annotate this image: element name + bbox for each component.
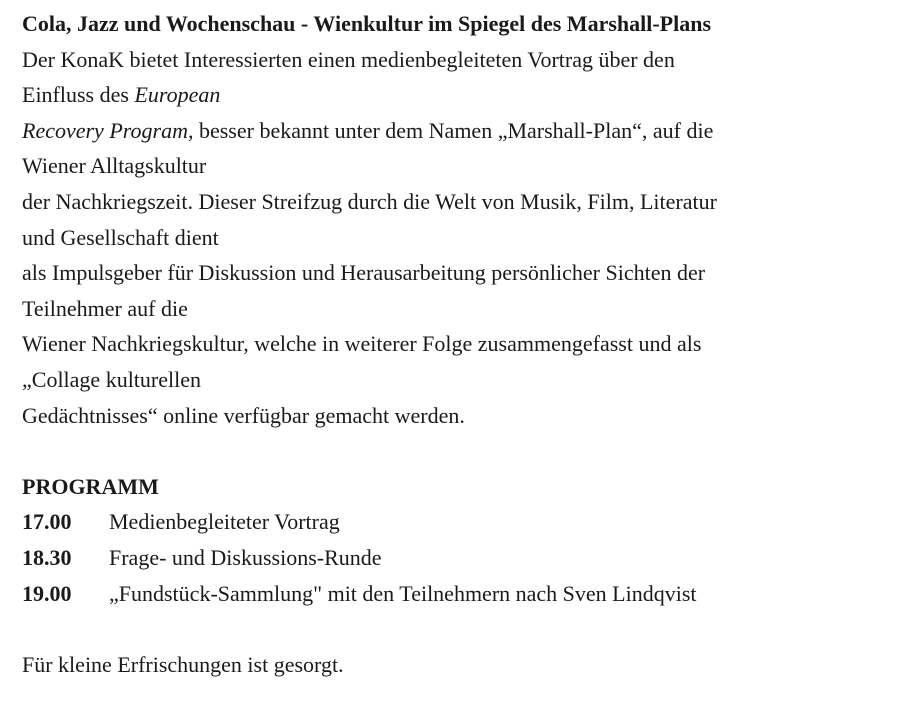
intro-line-4: Wiener Alltagskultur [22,153,207,179]
program-label: Medienbegleiteter Vortrag [109,509,340,535]
intro-line-2-italic: European [134,82,221,108]
intro-line-2 [22,77,892,113]
closing-note: Für kleine Erfrischungen ist gesorgt. [22,651,344,677]
intro-line-3-italic: Recovery Program [22,117,188,143]
program-label: Frage- und Diskussions-Runde [109,544,382,570]
intro-line-10: „Collage kulturellen [22,366,201,392]
intro-line-5: der Nachkriegszeit. Dieser Streifzug durch die Welt von Musik, Film, Literatur [22,188,717,214]
document-title: Cola, Jazz und Wochenschau - Wienkultur im Spiegel des Marshall-Plans [22,11,712,36]
document-body [22,6,892,682]
program-label: „Fundstück-Sammlung" mit den Teilnehmern nach Sven Lindqvist [109,580,697,606]
program-time: 18.30 [22,544,72,570]
program-time: 17.00 [22,509,72,535]
intro-line-11: Gedächtnisses“ online verfügbar gemacht werden. [22,402,465,428]
program-item [22,504,892,540]
intro-line-1: Der KonaK bietet Interessierten einen medienbegleiteten Vortrag über den [22,46,675,72]
intro-line-9: Wiener Nachkriegskultur, welche in weiterer Folge zusammengefasst und als [22,331,702,357]
intro-line-7: als Impulsgeber für Diskussion und Herausarbeitung persönlicher Sichten der [22,260,706,286]
intro-line-2-text: Einfluss des [22,82,135,108]
program-item [22,576,892,612]
program-time: 19.00 [22,580,72,606]
intro-line-3 [22,113,892,149]
spacer [22,433,892,469]
spacer [22,611,892,647]
intro-line-8: Teilnehmer auf die [22,295,188,321]
program-heading: PROGRAMM [22,473,159,499]
intro-line-3-text: , besser bekannt unter dem Namen „Marshall-Plan“, auf die [187,117,714,143]
intro-paragraph [22,42,892,434]
program-list [22,504,892,611]
intro-line-6: und Gesellschaft dient [22,224,219,250]
program-item [22,540,892,576]
